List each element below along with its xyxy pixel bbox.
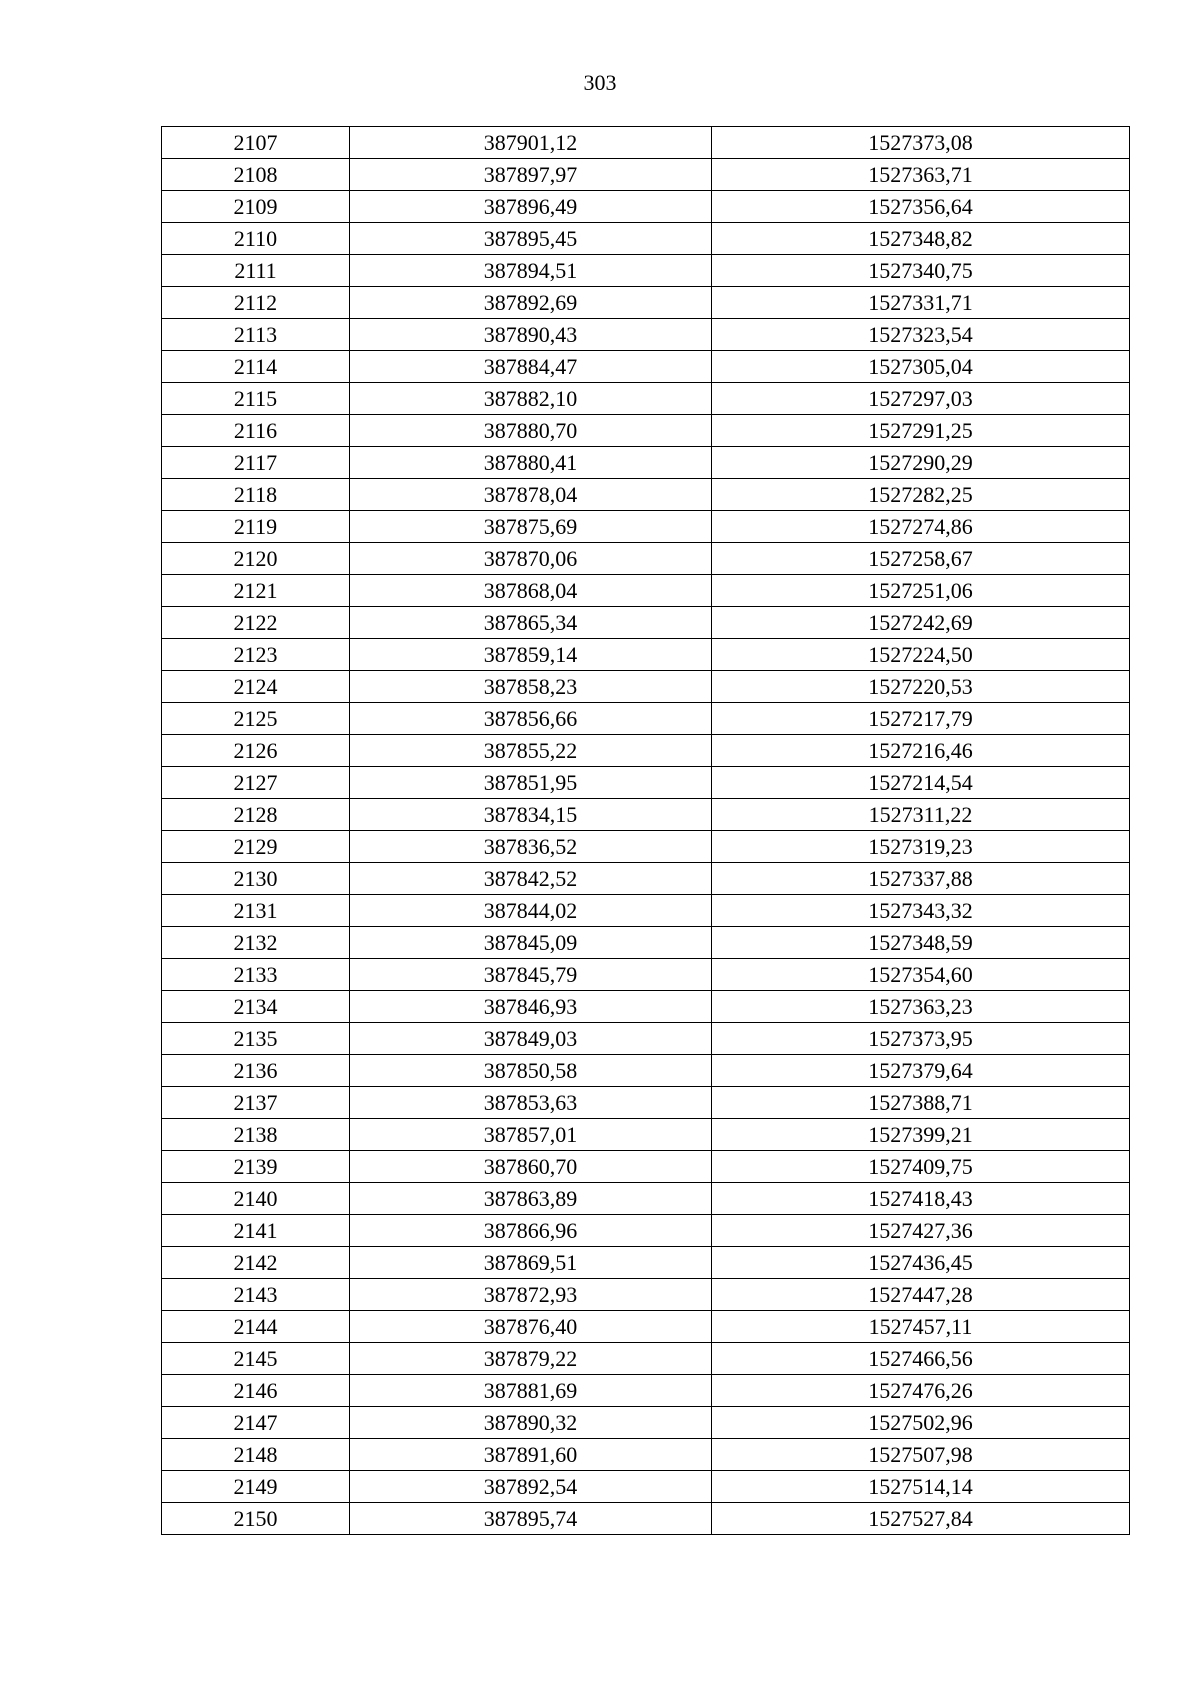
point-number-cell: 2150 [162, 1503, 350, 1535]
page-number: 303 [583, 70, 617, 95]
point-number-cell: 2145 [162, 1343, 350, 1375]
table-row [162, 1503, 1130, 1535]
table-row [162, 255, 1130, 287]
table-row [162, 1343, 1130, 1375]
x-coordinate-cell: 387880,41 [350, 447, 712, 479]
point-number-cell: 2138 [162, 1119, 350, 1151]
point-number-cell: 2134 [162, 991, 350, 1023]
x-coordinate-cell: 387857,01 [350, 1119, 712, 1151]
y-coordinate-cell: 1527476,26 [712, 1375, 1130, 1407]
point-number-cell: 2133 [162, 959, 350, 991]
table-row [162, 1439, 1130, 1471]
y-coordinate-cell: 1527331,71 [712, 287, 1130, 319]
point-number-cell: 2130 [162, 863, 350, 895]
y-coordinate-cell: 1527337,88 [712, 863, 1130, 895]
point-number-cell: 2107 [162, 127, 350, 159]
y-coordinate-cell: 1527399,21 [712, 1119, 1130, 1151]
y-coordinate-cell: 1527242,69 [712, 607, 1130, 639]
y-coordinate-cell: 1527274,86 [712, 511, 1130, 543]
table-row [162, 543, 1130, 575]
table-row [162, 767, 1130, 799]
y-coordinate-cell: 1527409,75 [712, 1151, 1130, 1183]
y-coordinate-cell: 1527418,43 [712, 1183, 1130, 1215]
y-coordinate-cell: 1527340,75 [712, 255, 1130, 287]
table-row [162, 1407, 1130, 1439]
x-coordinate-cell: 387856,66 [350, 703, 712, 735]
table-row [162, 863, 1130, 895]
point-number-cell: 2118 [162, 479, 350, 511]
point-number-cell: 2140 [162, 1183, 350, 1215]
x-coordinate-cell: 387890,32 [350, 1407, 712, 1439]
x-coordinate-cell: 387895,74 [350, 1503, 712, 1535]
y-coordinate-cell: 1527343,32 [712, 895, 1130, 927]
y-coordinate-cell: 1527291,25 [712, 415, 1130, 447]
point-number-cell: 2117 [162, 447, 350, 479]
point-number-cell: 2131 [162, 895, 350, 927]
point-number-cell: 2112 [162, 287, 350, 319]
point-number-cell: 2128 [162, 799, 350, 831]
x-coordinate-cell: 387868,04 [350, 575, 712, 607]
table-row [162, 415, 1130, 447]
table-row [162, 1471, 1130, 1503]
point-number-cell: 2148 [162, 1439, 350, 1471]
table-row [162, 223, 1130, 255]
x-coordinate-cell: 387896,49 [350, 191, 712, 223]
y-coordinate-cell: 1527282,25 [712, 479, 1130, 511]
point-number-cell: 2120 [162, 543, 350, 575]
table-row [162, 351, 1130, 383]
y-coordinate-cell: 1527224,50 [712, 639, 1130, 671]
table-row [162, 191, 1130, 223]
x-coordinate-cell: 387892,69 [350, 287, 712, 319]
y-coordinate-cell: 1527363,23 [712, 991, 1130, 1023]
y-coordinate-cell: 1527217,79 [712, 703, 1130, 735]
point-number-cell: 2108 [162, 159, 350, 191]
y-coordinate-cell: 1527507,98 [712, 1439, 1130, 1471]
table-row [162, 1119, 1130, 1151]
x-coordinate-cell: 387853,63 [350, 1087, 712, 1119]
x-coordinate-cell: 387845,79 [350, 959, 712, 991]
x-coordinate-cell: 387875,69 [350, 511, 712, 543]
table-row [162, 735, 1130, 767]
point-number-cell: 2139 [162, 1151, 350, 1183]
x-coordinate-cell: 387881,69 [350, 1375, 712, 1407]
table-row [162, 607, 1130, 639]
table-row [162, 703, 1130, 735]
point-number-cell: 2141 [162, 1215, 350, 1247]
y-coordinate-cell: 1527466,56 [712, 1343, 1130, 1375]
point-number-cell: 2122 [162, 607, 350, 639]
y-coordinate-cell: 1527436,45 [712, 1247, 1130, 1279]
point-number-cell: 2114 [162, 351, 350, 383]
x-coordinate-cell: 387876,40 [350, 1311, 712, 1343]
table-row [162, 383, 1130, 415]
table-row [162, 1087, 1130, 1119]
point-number-cell: 2149 [162, 1471, 350, 1503]
table-row [162, 831, 1130, 863]
point-number-cell: 2147 [162, 1407, 350, 1439]
y-coordinate-cell: 1527373,95 [712, 1023, 1130, 1055]
table-row [162, 895, 1130, 927]
y-coordinate-cell: 1527323,54 [712, 319, 1130, 351]
x-coordinate-cell: 387890,43 [350, 319, 712, 351]
x-coordinate-cell: 387834,15 [350, 799, 712, 831]
coordinates-table-body [162, 127, 1130, 1535]
table-row [162, 447, 1130, 479]
table-row [162, 575, 1130, 607]
x-coordinate-cell: 387865,34 [350, 607, 712, 639]
table-row [162, 319, 1130, 351]
x-coordinate-cell: 387894,51 [350, 255, 712, 287]
table-row [162, 1247, 1130, 1279]
table-row [162, 1375, 1130, 1407]
y-coordinate-cell: 1527447,28 [712, 1279, 1130, 1311]
x-coordinate-cell: 387866,96 [350, 1215, 712, 1247]
y-coordinate-cell: 1527363,71 [712, 159, 1130, 191]
y-coordinate-cell: 1527514,14 [712, 1471, 1130, 1503]
x-coordinate-cell: 387879,22 [350, 1343, 712, 1375]
y-coordinate-cell: 1527457,11 [712, 1311, 1130, 1343]
table-row [162, 991, 1130, 1023]
table-row [162, 1055, 1130, 1087]
point-number-cell: 2125 [162, 703, 350, 735]
point-number-cell: 2144 [162, 1311, 350, 1343]
y-coordinate-cell: 1527356,64 [712, 191, 1130, 223]
x-coordinate-cell: 387882,10 [350, 383, 712, 415]
x-coordinate-cell: 387859,14 [350, 639, 712, 671]
x-coordinate-cell: 387850,58 [350, 1055, 712, 1087]
point-number-cell: 2136 [162, 1055, 350, 1087]
x-coordinate-cell: 387884,47 [350, 351, 712, 383]
table-row [162, 511, 1130, 543]
y-coordinate-cell: 1527290,29 [712, 447, 1130, 479]
point-number-cell: 2111 [162, 255, 350, 287]
table-row [162, 1311, 1130, 1343]
coordinates-table [161, 126, 1130, 1535]
table-row [162, 1183, 1130, 1215]
x-coordinate-cell: 387851,95 [350, 767, 712, 799]
y-coordinate-cell: 1527388,71 [712, 1087, 1130, 1119]
point-number-cell: 2126 [162, 735, 350, 767]
x-coordinate-cell: 387846,93 [350, 991, 712, 1023]
x-coordinate-cell: 387849,03 [350, 1023, 712, 1055]
x-coordinate-cell: 387891,60 [350, 1439, 712, 1471]
table-row [162, 127, 1130, 159]
y-coordinate-cell: 1527348,82 [712, 223, 1130, 255]
y-coordinate-cell: 1527348,59 [712, 927, 1130, 959]
table-row [162, 959, 1130, 991]
x-coordinate-cell: 387845,09 [350, 927, 712, 959]
table-row [162, 1151, 1130, 1183]
y-coordinate-cell: 1527216,46 [712, 735, 1130, 767]
table-row [162, 639, 1130, 671]
table-row [162, 287, 1130, 319]
y-coordinate-cell: 1527427,36 [712, 1215, 1130, 1247]
point-number-cell: 2124 [162, 671, 350, 703]
y-coordinate-cell: 1527297,03 [712, 383, 1130, 415]
y-coordinate-cell: 1527251,06 [712, 575, 1130, 607]
table-row [162, 1023, 1130, 1055]
point-number-cell: 2121 [162, 575, 350, 607]
table-row [162, 479, 1130, 511]
x-coordinate-cell: 387863,89 [350, 1183, 712, 1215]
y-coordinate-cell: 1527373,08 [712, 127, 1130, 159]
point-number-cell: 2110 [162, 223, 350, 255]
point-number-cell: 2113 [162, 319, 350, 351]
y-coordinate-cell: 1527214,54 [712, 767, 1130, 799]
point-number-cell: 2109 [162, 191, 350, 223]
x-coordinate-cell: 387842,52 [350, 863, 712, 895]
table-row [162, 1215, 1130, 1247]
x-coordinate-cell: 387895,45 [350, 223, 712, 255]
point-number-cell: 2116 [162, 415, 350, 447]
y-coordinate-cell: 1527311,22 [712, 799, 1130, 831]
y-coordinate-cell: 1527502,96 [712, 1407, 1130, 1439]
table-row [162, 159, 1130, 191]
x-coordinate-cell: 387901,12 [350, 127, 712, 159]
point-number-cell: 2127 [162, 767, 350, 799]
y-coordinate-cell: 1527305,04 [712, 351, 1130, 383]
y-coordinate-cell: 1527527,84 [712, 1503, 1130, 1535]
y-coordinate-cell: 1527258,67 [712, 543, 1130, 575]
table-row [162, 671, 1130, 703]
x-coordinate-cell: 387860,70 [350, 1151, 712, 1183]
table-row [162, 927, 1130, 959]
x-coordinate-cell: 387878,04 [350, 479, 712, 511]
point-number-cell: 2129 [162, 831, 350, 863]
y-coordinate-cell: 1527354,60 [712, 959, 1130, 991]
x-coordinate-cell: 387872,93 [350, 1279, 712, 1311]
point-number-cell: 2115 [162, 383, 350, 415]
point-number-cell: 2135 [162, 1023, 350, 1055]
x-coordinate-cell: 387892,54 [350, 1471, 712, 1503]
point-number-cell: 2142 [162, 1247, 350, 1279]
x-coordinate-cell: 387870,06 [350, 543, 712, 575]
y-coordinate-cell: 1527379,64 [712, 1055, 1130, 1087]
table-row [162, 799, 1130, 831]
x-coordinate-cell: 387880,70 [350, 415, 712, 447]
y-coordinate-cell: 1527220,53 [712, 671, 1130, 703]
x-coordinate-cell: 387836,52 [350, 831, 712, 863]
x-coordinate-cell: 387858,23 [350, 671, 712, 703]
x-coordinate-cell: 387844,02 [350, 895, 712, 927]
x-coordinate-cell: 387869,51 [350, 1247, 712, 1279]
y-coordinate-cell: 1527319,23 [712, 831, 1130, 863]
point-number-cell: 2119 [162, 511, 350, 543]
x-coordinate-cell: 387897,97 [350, 159, 712, 191]
point-number-cell: 2146 [162, 1375, 350, 1407]
table-row [162, 1279, 1130, 1311]
x-coordinate-cell: 387855,22 [350, 735, 712, 767]
point-number-cell: 2132 [162, 927, 350, 959]
point-number-cell: 2123 [162, 639, 350, 671]
point-number-cell: 2143 [162, 1279, 350, 1311]
point-number-cell: 2137 [162, 1087, 350, 1119]
